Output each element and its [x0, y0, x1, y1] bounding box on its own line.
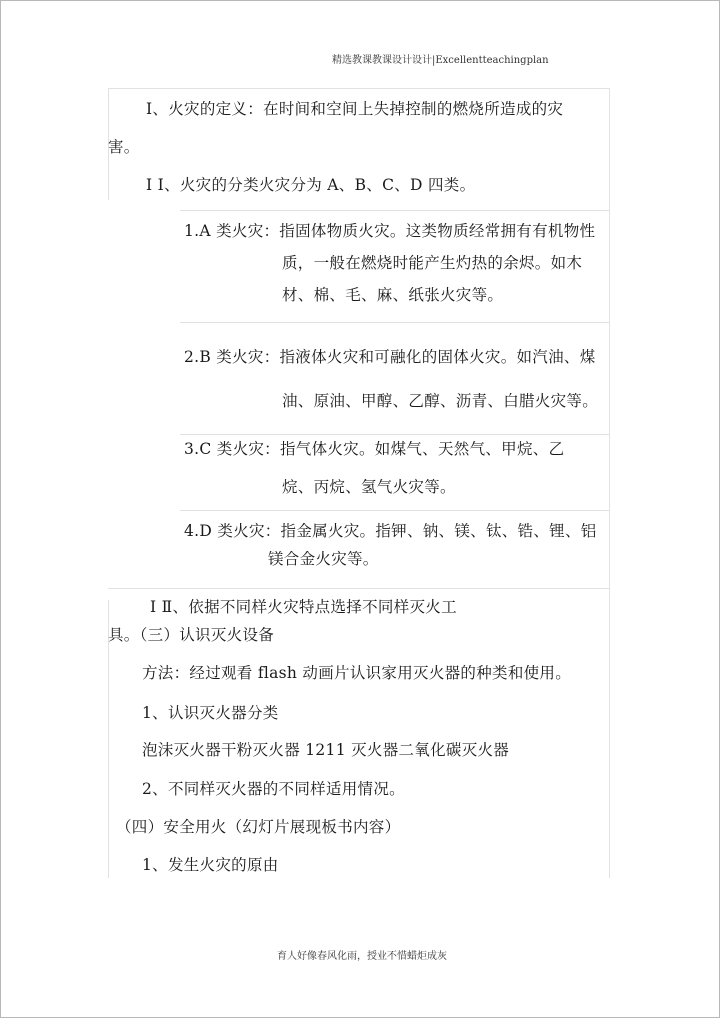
rule-line: [108, 88, 610, 89]
item-2-line: 2、不同样灭火器的不同样适用情况。: [142, 780, 405, 798]
rule-line: [108, 588, 610, 589]
section-4-line: （四）安全用火（幻灯片展现板书内容）: [116, 818, 401, 836]
definition-line-1: Ⅰ、火灾的定义：在时间和空间上失掉控制的燃烧所造成的灾: [146, 100, 564, 118]
class-c-line-1: 3.C 类火灾：指气体火灾。如煤气、天然气、甲烷、乙: [184, 440, 565, 458]
page-header: 精选教课教课设计设计|Excellentteachingplan: [332, 55, 549, 66]
class-d-line-1: 4.D 类火灾：指金属火灾。指钾、钠、镁、钛、锆、锂、铝: [184, 522, 597, 540]
class-b-line-1: 2.B 类火灾：指液体火灾和可融化的固体火灾。如汽油、煤: [184, 348, 596, 366]
rule-line: [180, 210, 610, 211]
page-footer: 育人好像春风化雨，授业不惜蜡炬成灰: [277, 951, 447, 962]
rule-line: [180, 322, 610, 323]
rule-line: [180, 434, 610, 435]
choose-line-2: 具。（三）认识灭火设备: [108, 626, 275, 644]
class-a-line-2: 质，一般在燃烧时能产生灼热的余烬。如木: [282, 254, 583, 272]
class-d-line-2: 镁合金火灾等。: [268, 550, 379, 568]
extinguishers-line: 泡沫灭火器干粉灭火器 1211 灭火器二氧化碳灭火器: [142, 741, 510, 759]
class-c-line-2: 烷、丙烷、氢气火灾等。: [282, 478, 456, 496]
class-a-line-1: 1.A 类火灾：指固体物质火灾。这类物质经常拥有有机物性: [184, 222, 596, 240]
rule-line: [180, 510, 610, 511]
cause-line: 1、发生火灾的原由: [142, 856, 279, 874]
class-b-line-2: 油、原油、甲醇、乙醇、沥青、白腊火灾等。: [282, 392, 599, 410]
choose-line-1: Ⅰ Ⅱ、依据不同样火灾特点选择不同样灭火工: [150, 598, 457, 616]
classification-line: Ⅰ Ⅰ、火灾的分类火灾分为 A、B、C、D 四类。: [146, 176, 476, 194]
definition-line-2: 害。: [108, 138, 140, 156]
class-a-line-3: 材、棉、毛、麻、纸张火灾等。: [282, 286, 504, 304]
rule-line: [609, 88, 610, 878]
method-line: 方法：经过观看 flash 动画片认识家用灭火器的种类和使用。: [142, 664, 572, 682]
item-1-line: 1、认识灭火器分类: [142, 704, 279, 722]
